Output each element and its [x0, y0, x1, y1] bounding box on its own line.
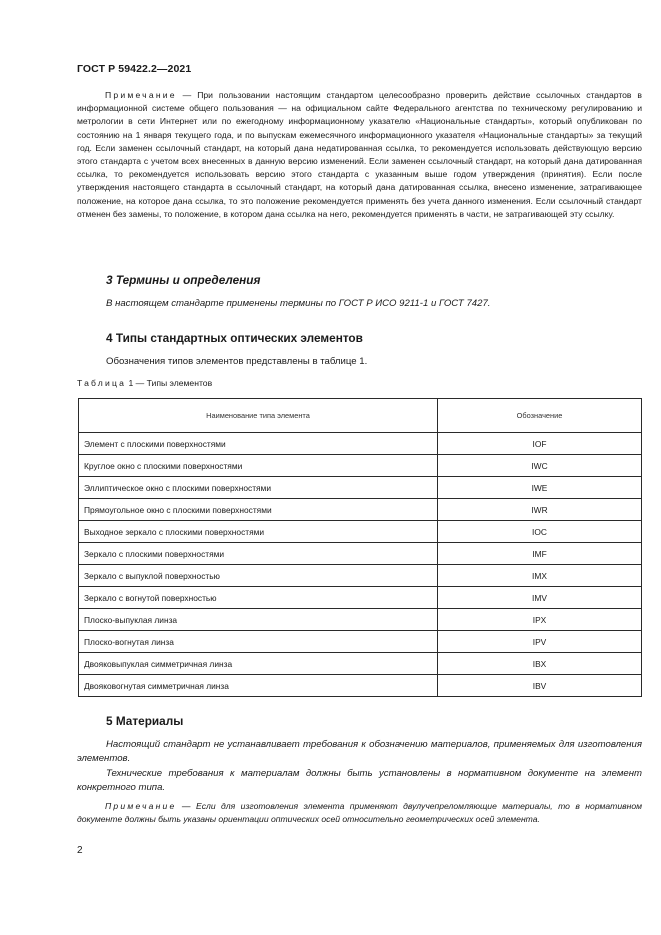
- table-row: [79, 675, 642, 697]
- table-row: [79, 609, 642, 631]
- row-code: IWE: [438, 477, 642, 499]
- section-5-para-2: Технические требования к материалам должны быть установлены в нормативном документе на элемент конкретного типа.: [77, 768, 642, 793]
- reference-note: [77, 89, 642, 221]
- row-code: IWR: [438, 499, 642, 521]
- row-name: Зеркало с вогнутой поверхностью: [79, 587, 438, 609]
- table-row: [79, 433, 642, 455]
- section-5-note: [77, 800, 642, 827]
- section-5-note-label: Примечание: [105, 801, 177, 811]
- section-3-title: 3 Термины и определения: [106, 273, 261, 287]
- row-name: Двояковыпуклая симметричная линза: [79, 653, 438, 675]
- table-row: [79, 477, 642, 499]
- row-name: Плоско-выпуклая линза: [79, 609, 438, 631]
- row-code: IPV: [438, 631, 642, 653]
- row-code: IMV: [438, 587, 642, 609]
- row-name: Плоско-вогнутая линза: [79, 631, 438, 653]
- row-name: Зеркало с выпуклой поверхностью: [79, 565, 438, 587]
- section-4-text: Обозначения типов элементов представлены в таблице 1.: [106, 356, 368, 367]
- table-row: [79, 631, 642, 653]
- section-5-title: 5 Материалы: [106, 714, 184, 728]
- note-label: Примечание: [105, 90, 177, 100]
- row-name: Прямоугольное окно с плоскими поверхностями: [79, 499, 438, 521]
- table-row: [79, 499, 642, 521]
- page-number: 2: [77, 845, 83, 856]
- table-row: [79, 455, 642, 477]
- header-name: Наименование типа элемента: [79, 399, 438, 433]
- row-code: IPX: [438, 609, 642, 631]
- table-caption-label: Таблица: [77, 378, 127, 388]
- table-row: [79, 521, 642, 543]
- document-header: ГОСТ Р 59422.2—2021: [77, 63, 192, 75]
- row-code: IMF: [438, 543, 642, 565]
- table-row: [79, 543, 642, 565]
- table-header-row: [79, 399, 642, 433]
- row-name: Элемент с плоскими поверхностями: [79, 433, 438, 455]
- row-name: Эллиптическое окно с плоскими поверхностями: [79, 477, 438, 499]
- note-text: — При пользовании настоящим стандартом целесообразно проверить действие ссылочных стандартов в информационной системе общего пользования — на официальном сайте Федерального агентства по техническому регулированию и метрологии в сети Интернет или по ежегодному информационному указателю «Национальные стандарты», который опубликован по состоянию на 1 января текущего года, и по выпускам ежемесячного информационного указателя «Национальные стандарты» за текущий год. Если заменен ссылочный стандарт, на который дана недатированная ссылка, то рекомендуется использовать действующую версию этого стандарта с учетом всех внесенных в данную версию изменений. Если заменен ссылочный стандарт, на который дана датированная ссылка, то рекомендуется использовать версию этого стандарта с указанным выше годом утверждения (принятия). Если после утверждения настоящего стандарта в ссылочный стандарт, на который дана датированная ссылка, внесено изменение, затрагивающее положение, на которое дана ссылка, то это положение рекомендуется применять без учета данного изменения. Если ссылочный стандарт отменен без замены, то положение, в котором дана ссылка на него, рекомендуется применять в части, не затрагивающей эту ссылку.: [77, 90, 642, 219]
- row-code: IMX: [438, 565, 642, 587]
- row-code: IWC: [438, 455, 642, 477]
- section-3-text: В настоящем стандарте применены термины по ГОСТ Р ИСО 9211-1 и ГОСТ 7427.: [106, 298, 491, 309]
- row-code: IOC: [438, 521, 642, 543]
- section-5-note-text: — Если для изготовления элемента применяют двулучепреломляющие материалы, то в нормативном документе должны быть указаны ориентации оптических осей относительно геометрических осей элемента.: [77, 801, 642, 825]
- row-code: IBV: [438, 675, 642, 697]
- section-4-title: 4 Типы стандартных оптических элементов: [106, 331, 363, 345]
- table-caption-text: 1 — Типы элементов: [126, 378, 213, 388]
- row-code: IOF: [438, 433, 642, 455]
- header-code: Обозначение: [438, 399, 642, 433]
- element-types-table: [78, 398, 642, 697]
- table-row: [79, 653, 642, 675]
- row-name: Выходное зеркало с плоскими поверхностями: [79, 521, 438, 543]
- row-name: Круглое окно с плоскими поверхностями: [79, 455, 438, 477]
- table-row: [79, 587, 642, 609]
- table-caption: [77, 378, 212, 388]
- row-name: Двояковогнутая симметричная линза: [79, 675, 438, 697]
- table-row: [79, 565, 642, 587]
- row-name: Зеркало с плоскими поверхностями: [79, 543, 438, 565]
- section-5-para-1: Настоящий стандарт не устанавливает требования к обозначению материалов, применяемых для изготовления элементов.: [77, 739, 642, 764]
- row-code: IBX: [438, 653, 642, 675]
